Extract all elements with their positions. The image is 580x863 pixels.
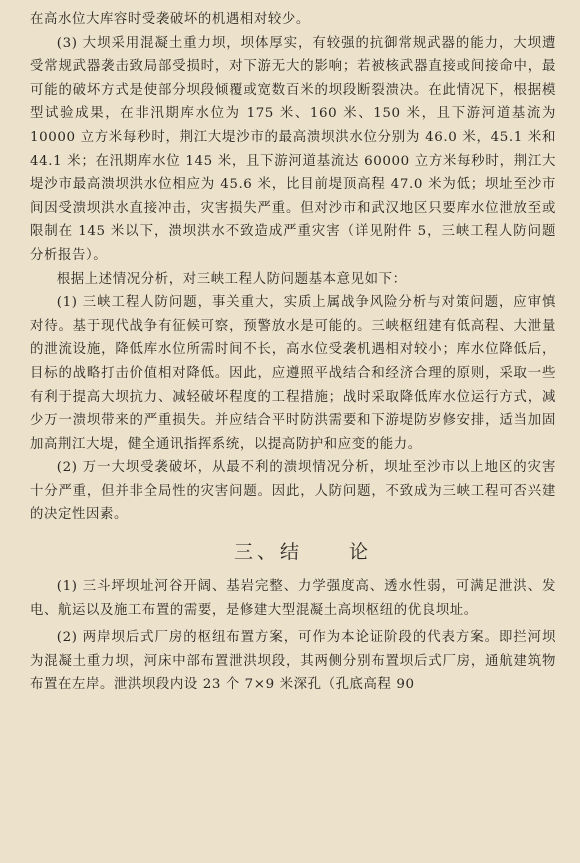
paragraph-continuation: 在高水位大库容时受袭破坏的机遇相对较少。 — [30, 12, 310, 27]
section-heading-conclusion: 三、结 论 — [233, 541, 372, 564]
paragraph-conclusion-2: (2) 两岸坝后式厂房的枢纽布置方案，可作为本论证阶段的代表方案。即拦河坝为混凝土重力坝，河床中部布置泄洪坝段，其两侧分别布置坝后式厂房，通航建筑物布置在左岸。泄洪坝段内设 23 个 7×9 米深孔（孔底高程 90 — [30, 630, 556, 693]
paragraph-conclusion-1: (1) 三斗坪坝址河谷开阔、基岩完整、力学强度高、透水性弱，可满足泄洪、发电、航运以及施工布置的需要，是修建大型混凝土高坝枢纽的优良坝址。 — [30, 579, 556, 618]
paragraph-opinion-1: (1) 三峡工程人防问题，事关重大，实质上属战争风险分析与对策问题，应审慎对待。基于现代战争有征候可察，预警放水是可能的。三峡枢纽建有低高程、大泄量的泄流设施，降低库水位所需时间不长，高水位受袭机遇相对较小；库水位降低后，目标的战略打击价值相对降低。因此，应遵照平战结合和经济合理的原则，采取一些有利于提高大坝抗力、减轻破坏程度的工程措施；战时采取降低库水位运行方式，减少万一溃坝带来的严重损失。并应结合平时防洪需要和下游堤防岁修安排，适当加固加高荆江大堤，健全通讯指挥系统，以提高防护和应变的能力。 — [30, 295, 556, 452]
paragraph-analysis-intro: 根据上述情况分析，对三峡工程人防问题基本意见如下： — [56, 271, 407, 287]
paragraph-opinion-2: (2) 万一大坝受袭破坏，从最不利的溃坝情况分析，坝址至沙市以上地区的灾害十分严重，但并非全局性的灾害问题。因此，人防问题，不致成为三峡工程可否兴建的决定性因素。 — [30, 460, 556, 523]
paragraph-item-3-dam: (3) 大坝采用混凝土重力坝，坝体厚实，有较强的抗御常规武器的能力，大坝遭受常规武器袭击致局部受损时，对下游无大的影响；若被核武器直接或间接命中，最可能的破坏方式是使部分坝段倾覆或宽数百米的坝段断裂溃决。在此情况下，根据模型试验成果，在非汛期库水位为 175 米、160 米、150 米，且下游河道基流为 10000 立方米每秒时，荆江大堤沙市的最高溃坝洪水位分别为 46.0 米，45.1 米和 44.1 米；在汛期库水位 145 米，且下游河道基流达 60000 立方米每秒时，荆江大堤沙市最高溃坝洪水位相应为 45.6 米，比目前堤顶高程 47.0 米为低；坝址至沙市间因受溃坝洪水直接冲击，灾害损失严重。但对沙市和武汉地区只要库水位泄放至或限制在 145 米以下，溃坝洪水不致造成严重灾害（详见附件 5，三峡工程人防问题分析报告）。 — [30, 35, 556, 263]
